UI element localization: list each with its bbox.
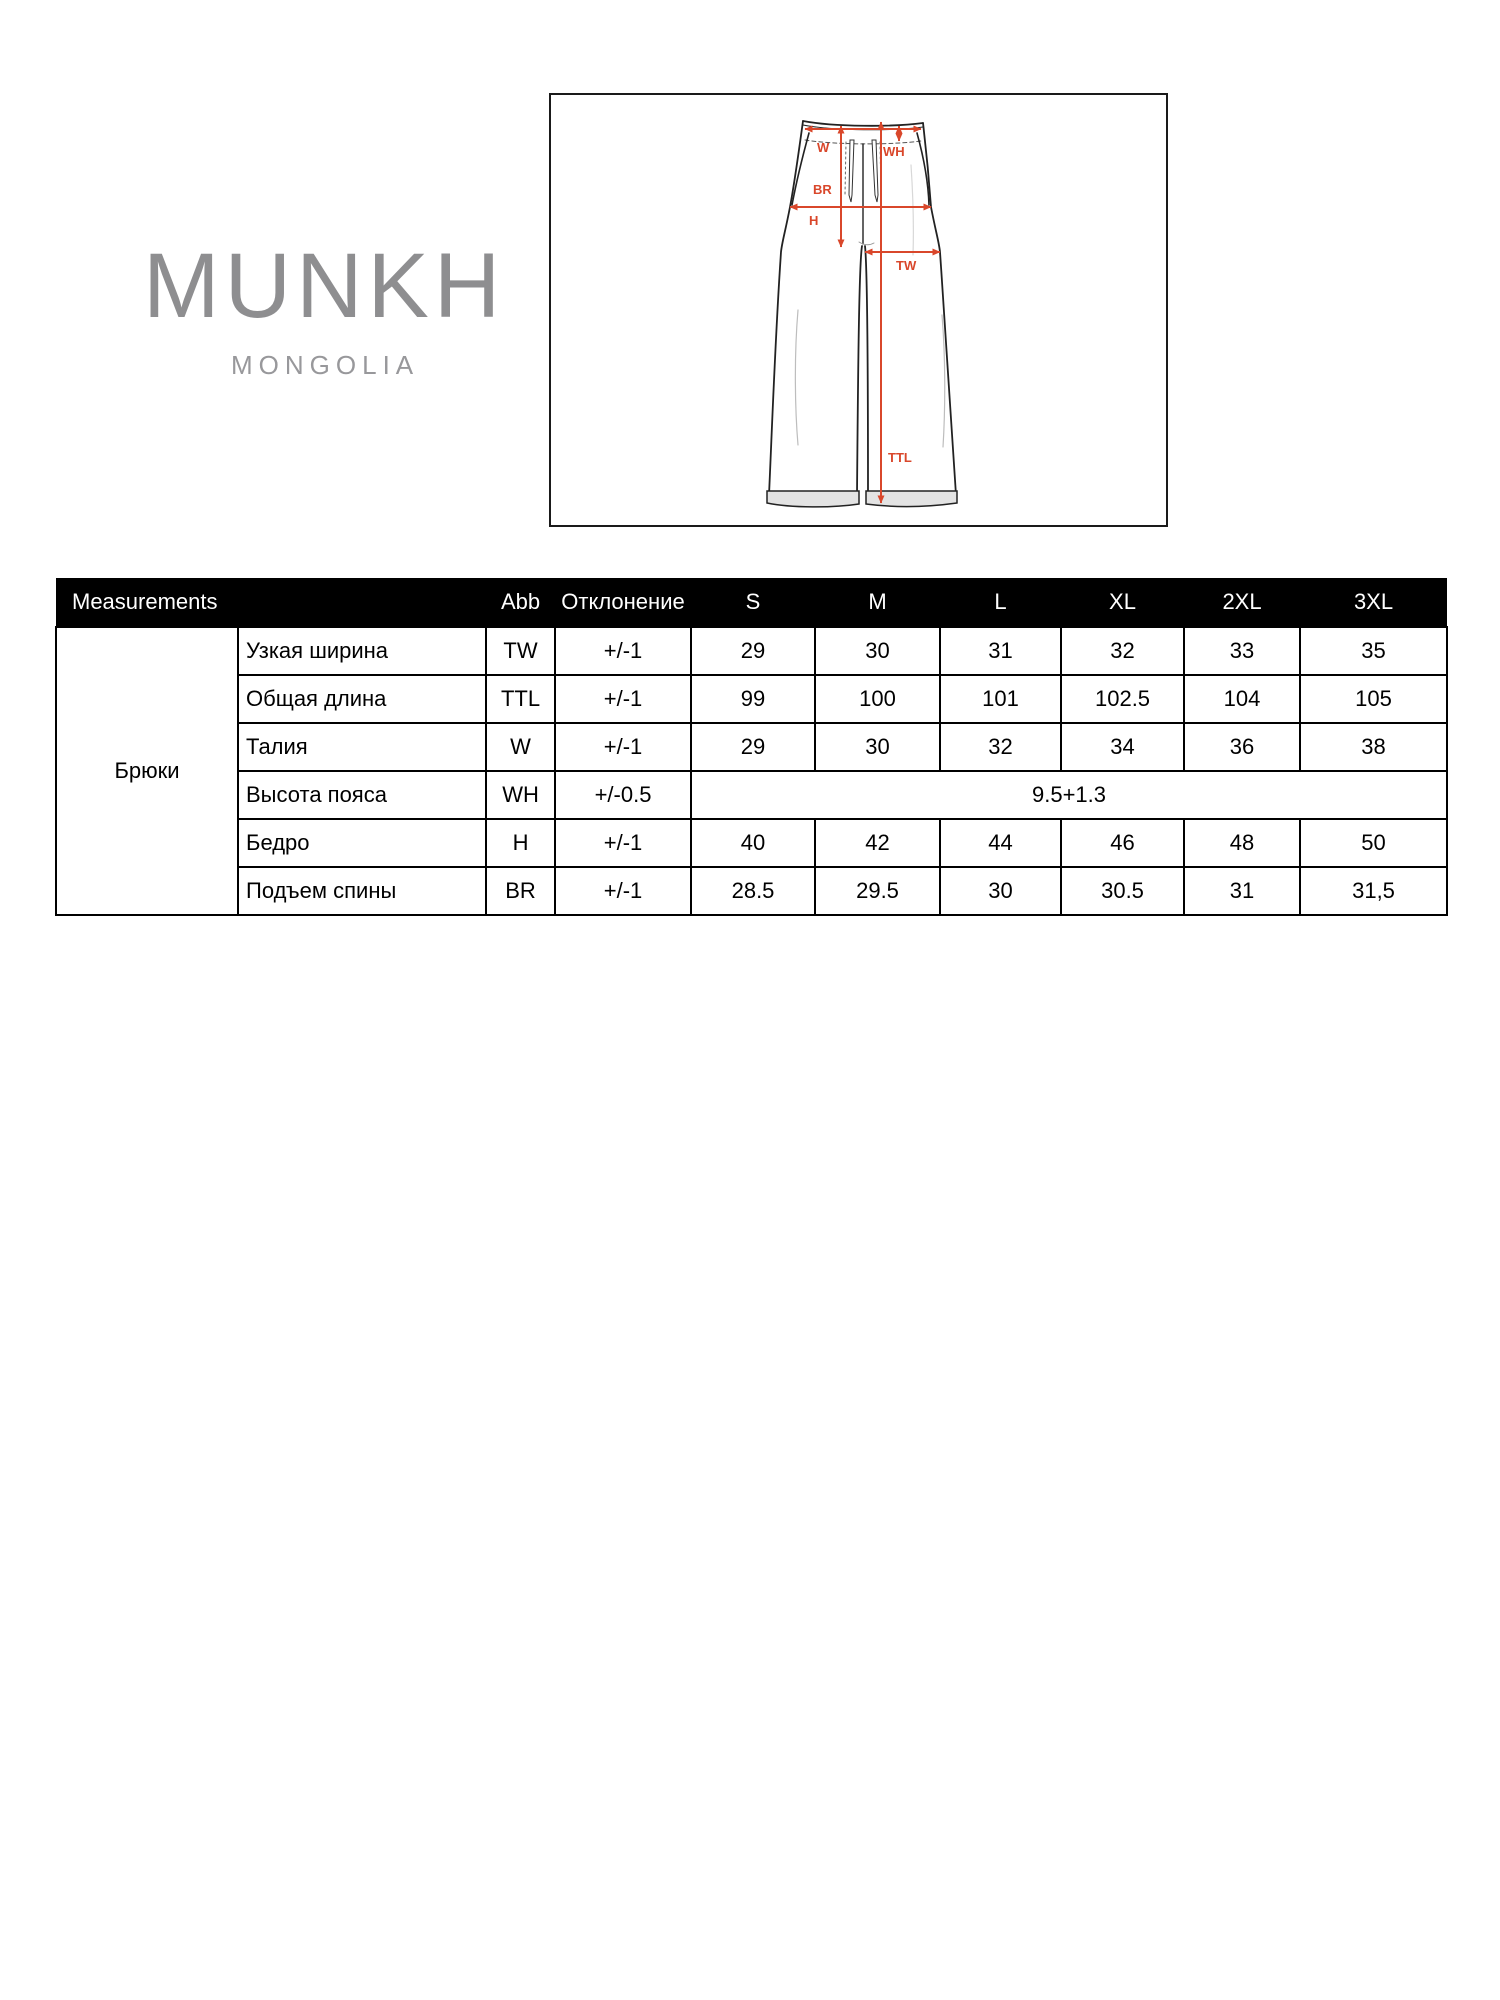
value-cell-2xl: 36 bbox=[1184, 723, 1300, 771]
measurement-name-cell: Общая длина bbox=[238, 675, 486, 723]
value-cell-3xl: 35 bbox=[1300, 627, 1447, 675]
abbreviation-cell: WH bbox=[486, 771, 555, 819]
brand-logo bbox=[143, 235, 506, 381]
header-size-s: S bbox=[691, 578, 815, 627]
w-label: W bbox=[817, 140, 830, 155]
value-cell-3xl: 50 bbox=[1300, 819, 1447, 867]
value-cell-xl: 32 bbox=[1061, 627, 1184, 675]
tw-label: TW bbox=[896, 258, 917, 273]
deviation-cell: +/-1 bbox=[555, 867, 691, 915]
value-cell-xl: 46 bbox=[1061, 819, 1184, 867]
value-cell-s: 29 bbox=[691, 723, 815, 771]
value-cell-2xl: 48 bbox=[1184, 819, 1300, 867]
value-cell-s: 40 bbox=[691, 819, 815, 867]
ttl-label: TTL bbox=[888, 450, 912, 465]
merged-value-cell: 9.5+1.3 bbox=[691, 771, 1447, 819]
value-cell-m: 29.5 bbox=[815, 867, 940, 915]
value-cell-3xl: 38 bbox=[1300, 723, 1447, 771]
measurement-arrows bbox=[790, 122, 940, 503]
value-cell-xl: 34 bbox=[1061, 723, 1184, 771]
table-row bbox=[56, 723, 1447, 771]
deviation-cell: +/-1 bbox=[555, 675, 691, 723]
table-row bbox=[56, 675, 1447, 723]
measurement-name-cell: Подъем спины bbox=[238, 867, 486, 915]
table-row bbox=[56, 771, 1447, 819]
br-label: BR bbox=[813, 182, 832, 197]
abbreviation-cell: W bbox=[486, 723, 555, 771]
wh-label: WH bbox=[883, 144, 905, 159]
brand-name: MUNKH bbox=[143, 235, 506, 337]
value-cell-xl: 102.5 bbox=[1061, 675, 1184, 723]
pants-diagram bbox=[551, 95, 1166, 525]
deviation-cell: +/-1 bbox=[555, 627, 691, 675]
measurement-name-cell: Талия bbox=[238, 723, 486, 771]
value-cell-3xl: 105 bbox=[1300, 675, 1447, 723]
table-row bbox=[56, 819, 1447, 867]
measurement-name-cell: Бедро bbox=[238, 819, 486, 867]
value-cell-2xl: 33 bbox=[1184, 627, 1300, 675]
brand-subtitle: MONGOLIA bbox=[231, 350, 420, 380]
header-size-l: L bbox=[940, 578, 1061, 627]
value-cell-xl: 30.5 bbox=[1061, 867, 1184, 915]
abbreviation-cell: TW bbox=[486, 627, 555, 675]
value-cell-l: 31 bbox=[940, 627, 1061, 675]
header-size-xl: XL bbox=[1061, 578, 1184, 627]
table-header-row bbox=[56, 578, 1447, 627]
value-cell-2xl: 104 bbox=[1184, 675, 1300, 723]
deviation-cell: +/-1 bbox=[555, 723, 691, 771]
header-size-2xl: 2XL bbox=[1184, 578, 1300, 627]
header-abb: Abb bbox=[486, 578, 555, 627]
value-cell-l: 30 bbox=[940, 867, 1061, 915]
deviation-cell: +/-1 bbox=[555, 819, 691, 867]
table-row bbox=[56, 627, 1447, 675]
measurement-name-cell: Высота пояса bbox=[238, 771, 486, 819]
value-cell-l: 44 bbox=[940, 819, 1061, 867]
value-cell-m: 30 bbox=[815, 627, 940, 675]
value-cell-l: 101 bbox=[940, 675, 1061, 723]
category-cell: Брюки bbox=[56, 627, 238, 915]
value-cell-m: 100 bbox=[815, 675, 940, 723]
value-cell-3xl: 31,5 bbox=[1300, 867, 1447, 915]
value-cell-l: 32 bbox=[940, 723, 1061, 771]
value-cell-m: 30 bbox=[815, 723, 940, 771]
table-row bbox=[56, 867, 1447, 915]
header-deviation: Отклонение bbox=[555, 578, 691, 627]
measurement-name-cell: Узкая ширина bbox=[238, 627, 486, 675]
deviation-cell: +/-0.5 bbox=[555, 771, 691, 819]
h-label: H bbox=[809, 213, 819, 228]
header-size-3xl: 3XL bbox=[1300, 578, 1447, 627]
pants-diagram-box bbox=[549, 93, 1168, 527]
value-cell-m: 42 bbox=[815, 819, 940, 867]
abbreviation-cell: BR bbox=[486, 867, 555, 915]
value-cell-s: 29 bbox=[691, 627, 815, 675]
table-body bbox=[56, 627, 1447, 915]
header-measurements: Measurements bbox=[56, 578, 486, 627]
value-cell-s: 99 bbox=[691, 675, 815, 723]
pants-outline bbox=[767, 121, 957, 507]
abbreviation-cell: H bbox=[486, 819, 555, 867]
value-cell-s: 28.5 bbox=[691, 867, 815, 915]
measurements-table bbox=[55, 578, 1448, 916]
header-size-m: M bbox=[815, 578, 940, 627]
value-cell-2xl: 31 bbox=[1184, 867, 1300, 915]
abbreviation-cell: TTL bbox=[486, 675, 555, 723]
